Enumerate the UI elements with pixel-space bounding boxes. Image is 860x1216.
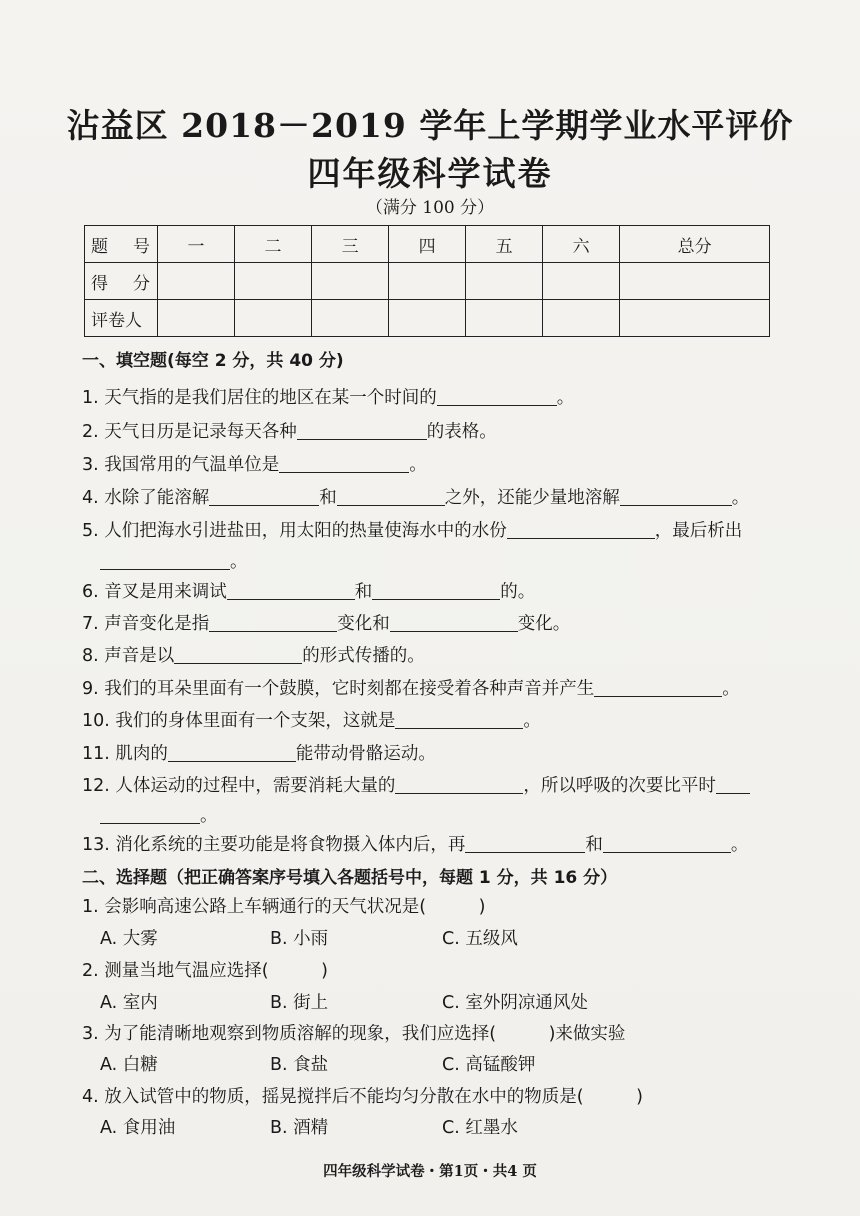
question-2-4: 4. 放入试管中的物质，摇晃搅拌后不能均匀分散在水中的物质是( ) xyxy=(82,1087,643,1107)
option-b: B. 酒精 xyxy=(270,1118,329,1138)
cell-question-number-label: 题 号 xyxy=(85,226,158,263)
question-1-5-cont xyxy=(100,548,248,573)
question-2-3: 3. 为了能清晰地观察到物质溶解的现象，我们应选择( )来做实验 xyxy=(82,1024,626,1044)
question-text: 。 xyxy=(731,488,750,508)
question-1-2 xyxy=(82,418,497,443)
score-cell[interactable] xyxy=(158,263,235,300)
cell-total: 总分 xyxy=(620,226,770,263)
score-cell[interactable] xyxy=(389,263,466,300)
answer-blank[interactable] xyxy=(507,520,655,539)
question-text: 12. 人体运动的过程中，需要消耗大量的 xyxy=(82,776,396,796)
question-text: 。 xyxy=(409,455,427,475)
score-row xyxy=(85,263,770,300)
question-text: 5. 人们把海水引进盐田，用太阳的热量使海水中的水份 xyxy=(82,521,507,541)
cell-part-2: 二 xyxy=(235,226,312,263)
answer-blank[interactable] xyxy=(395,710,523,729)
score-cell[interactable] xyxy=(312,263,389,300)
option-b: B. 食盐 xyxy=(270,1055,329,1075)
cell-score-label: 得 分 xyxy=(85,263,158,300)
option-a: A. 白糖 xyxy=(100,1055,158,1075)
question-1-7 xyxy=(82,610,570,635)
question-text: 。 xyxy=(230,552,248,572)
question-1-13 xyxy=(82,831,748,856)
answer-blank[interactable] xyxy=(209,487,319,506)
question-text: 3. 我国常用的气温单位是 xyxy=(82,455,280,475)
question-text: ，最后析出 xyxy=(654,521,743,541)
question-text: 2. 天气日历是记录每天各种 xyxy=(82,422,297,442)
section-2-heading: 二、选择题（把正确答案序号填入各题括号中，每题 1 分，共 16 分） xyxy=(82,868,618,888)
question-text: 。 xyxy=(730,835,749,855)
question-1-10 xyxy=(82,707,541,732)
cell-part-1: 一 xyxy=(158,226,235,263)
grader-cell[interactable] xyxy=(466,300,543,337)
score-cell[interactable] xyxy=(466,263,543,300)
question-text: 的。 xyxy=(500,582,536,602)
option-c: C. 室外阴凉通风处 xyxy=(442,993,588,1013)
grader-row xyxy=(85,300,770,337)
answer-blank[interactable] xyxy=(594,678,722,697)
question-1-11 xyxy=(82,740,436,765)
exam-subtitle: 四年级科学试卷 xyxy=(307,154,553,193)
question-2-2: 2. 测量当地气温应选择( ) xyxy=(82,961,328,981)
question-text: 。 xyxy=(523,711,541,731)
answer-blank[interactable] xyxy=(100,551,230,570)
option-a: A. 室内 xyxy=(100,993,158,1013)
score-table xyxy=(84,225,770,337)
question-text: 和 xyxy=(354,582,373,602)
question-text: 8. 声音是以 xyxy=(82,646,175,666)
score-cell[interactable] xyxy=(620,263,770,300)
question-text: 11. 肌肉的 xyxy=(82,744,168,764)
question-text: 6. 音叉是用来调试 xyxy=(82,582,227,602)
cell-part-4: 四 xyxy=(389,226,466,263)
cell-part-5: 五 xyxy=(466,226,543,263)
answer-blank[interactable] xyxy=(337,487,445,506)
grader-cell[interactable] xyxy=(235,300,312,337)
grader-cell[interactable] xyxy=(158,300,235,337)
answer-blank[interactable] xyxy=(174,645,302,664)
question-text: 4. 水除了能溶解 xyxy=(82,488,210,508)
answer-blank[interactable] xyxy=(227,581,355,600)
page-footer: 四年级科学试卷・第1页・共4 页 xyxy=(323,1163,537,1180)
question-1-5 xyxy=(82,517,742,542)
question-text: 之外，还能少量地溶解 xyxy=(444,488,620,508)
question-1-3 xyxy=(82,451,427,476)
option-c: C. 高锰酸钾 xyxy=(442,1055,536,1075)
question-1-1 xyxy=(82,384,574,409)
question-1-12-cont xyxy=(100,802,218,827)
answer-blank[interactable] xyxy=(716,775,750,794)
question-1-4 xyxy=(82,484,749,509)
question-text: 和 xyxy=(319,488,337,508)
grader-cell[interactable] xyxy=(389,300,466,337)
grader-cell[interactable] xyxy=(312,300,389,337)
question-text: ，所以呼吸的次要比平时 xyxy=(523,776,716,796)
question-2-1: 1. 会影响高速公路上车辆通行的天气状况是( ) xyxy=(82,897,486,917)
answer-blank[interactable] xyxy=(390,613,518,632)
option-c: C. 红墨水 xyxy=(442,1118,518,1138)
answer-blank[interactable] xyxy=(465,834,585,853)
question-text: 7. 声音变化是指 xyxy=(82,614,210,634)
question-text: 13. 消化系统的主要功能是将食物摄入体内后，再 xyxy=(82,835,466,855)
answer-blank[interactable] xyxy=(297,421,427,440)
full-mark-note: （满分 100 分） xyxy=(365,198,495,218)
question-text: 变化。 xyxy=(517,614,571,634)
option-b: B. 街上 xyxy=(270,993,329,1013)
question-1-6 xyxy=(82,578,535,603)
answer-blank[interactable] xyxy=(279,454,409,473)
question-text: 能带动骨骼运动。 xyxy=(295,744,436,764)
answer-blank[interactable] xyxy=(603,834,731,853)
question-text: 。 xyxy=(722,679,740,699)
score-cell[interactable] xyxy=(235,263,312,300)
question-text: 。 xyxy=(200,806,218,826)
question-text: 10. 我们的身体里面有一个支架，这就是 xyxy=(82,711,396,731)
answer-blank[interactable] xyxy=(168,743,296,762)
question-1-8 xyxy=(82,642,425,667)
question-1-12 xyxy=(82,772,750,797)
question-text: 9. 我们的耳朵里面有一个鼓膜，它时刻都在接受着各种声音并产生 xyxy=(82,679,595,699)
question-text: 和 xyxy=(585,835,603,855)
option-a: A. 食用油 xyxy=(100,1118,176,1138)
answer-blank[interactable] xyxy=(100,805,200,824)
answer-blank[interactable] xyxy=(620,487,732,506)
cell-part-6: 六 xyxy=(543,226,620,263)
grader-cell[interactable] xyxy=(620,300,770,337)
question-1-9 xyxy=(82,675,740,700)
score-cell[interactable] xyxy=(543,263,620,300)
question-text: 。 xyxy=(556,388,575,408)
answer-blank[interactable] xyxy=(372,581,500,600)
option-c: C. 五级风 xyxy=(442,929,518,949)
question-text: 变化和 xyxy=(337,614,390,634)
option-a: A. 大雾 xyxy=(100,929,158,949)
question-text: 的表格。 xyxy=(426,422,497,442)
answer-blank[interactable] xyxy=(437,387,557,406)
question-text: 的形式传播的。 xyxy=(302,646,425,666)
cell-part-3: 三 xyxy=(312,226,389,263)
answer-blank[interactable] xyxy=(395,775,523,794)
answer-blank[interactable] xyxy=(209,613,337,632)
question-text: 1. 天气指的是我们居住的地区在某一个时间的 xyxy=(82,388,437,408)
cell-grader-label: 评卷人 xyxy=(85,300,158,337)
exam-title: 沾益区 2018－2019 学年上学期学业水平评价 xyxy=(66,106,794,145)
score-table-header-row xyxy=(85,226,770,263)
option-b: B. 小雨 xyxy=(270,929,329,949)
grader-cell[interactable] xyxy=(543,300,620,337)
section-1-heading: 一、填空题(每空 2 分，共 40 分) xyxy=(82,351,344,371)
